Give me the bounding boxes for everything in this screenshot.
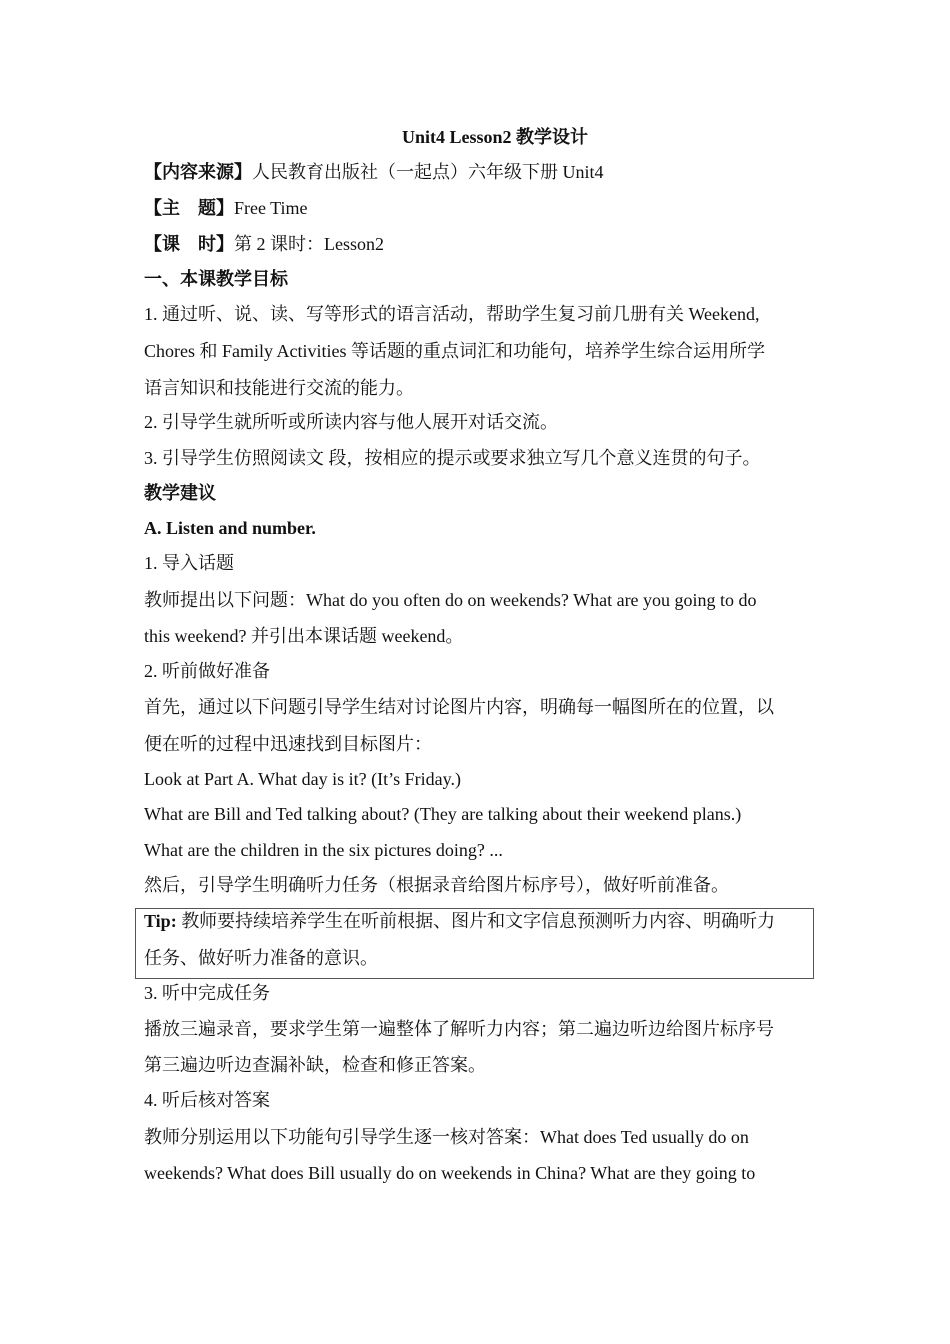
paragraph-line: 播放三遍录音，要求学生第一遍整体了解听力内容；第二遍边听边给图片标序号 (144, 1019, 774, 1039)
topic-value: Free Time (234, 198, 308, 218)
objective-line: 1. 通过听、说、读、写等形式的语言活动，帮助学生复习前几册有关 Weekend, (144, 304, 760, 324)
tip-line (144, 910, 775, 932)
paragraph-line: 教师分别运用以下功能句引导学生逐一核对答案：What does Ted usually do on (144, 1127, 749, 1147)
paragraph-line: Look at Part A. What day is it? (It’s Friday.) (144, 769, 461, 789)
tip-text: 教师要持续培养学生在听前根据、图片和文字信息预测听力内容、明确听力 (176, 911, 776, 931)
objective-line: Chores 和 Family Activities 等话题的重点词汇和功能句，培养学生综合运用所学 (144, 341, 765, 361)
tip-line: 任务、做好听力准备的意识。 (144, 948, 378, 968)
paragraph-line: What are Bill and Ted talking about? (They are talking about their weekend plans.) (144, 804, 742, 824)
paragraph-line: 便在听的过程中迅速找到目标图片： (144, 734, 432, 754)
topic-label: 【主 题】 (144, 198, 234, 218)
paragraph-line: 首先，通过以下问题引导学生结对讨论图片内容，明确每一幅图所在的位置，以 (144, 697, 774, 717)
period-line (144, 233, 384, 255)
source-line (144, 161, 604, 183)
source-label: 【内容来源】 (144, 162, 252, 182)
source-value: 人民教育出版社（一起点）六年级下册 Unit4 (252, 162, 604, 182)
objective-line: 3. 引导学生仿照阅读文 段，按相应的提示或要求独立写几个意义连贯的句子。 (144, 448, 761, 468)
period-value: 第 2 课时：Lesson2 (234, 234, 384, 254)
suggestions-heading: 教学建议 (144, 483, 216, 503)
paragraph-line: weekends? What does Bill usually do on weekends in China? What are they going to (144, 1163, 756, 1183)
paragraph-line: this weekend? 并引出本课话题 weekend。 (144, 626, 464, 646)
topic-line (144, 197, 308, 219)
document-title: Unit4 Lesson2 教学设计 (401, 127, 589, 147)
step2-heading: 2. 听前做好准备 (144, 661, 270, 681)
step4-heading: 4. 听后核对答案 (144, 1090, 270, 1110)
step3-heading: 3. 听中完成任务 (144, 983, 270, 1003)
paragraph-line: What are the children in the six pictures doing? ... (144, 840, 503, 860)
part-a-heading: A. Listen and number. (144, 518, 316, 538)
paragraph-line: 教师提出以下问题：What do you often do on weekends? What are you going to do (144, 590, 757, 610)
objective-line: 2. 引导学生就所听或所读内容与他人展开对话交流。 (144, 412, 558, 432)
objective-line: 语言知识和技能进行交流的能力。 (144, 378, 414, 398)
tip-label: Tip: (144, 911, 177, 931)
period-label: 【课 时】 (144, 234, 234, 254)
paragraph-line: 然后，引导学生明确听力任务（根据录音给图片标序号），做好听前准备。 (144, 875, 729, 895)
step1-heading: 1. 导入话题 (144, 553, 234, 573)
paragraph-line: 第三遍边听边查漏补缺，检查和修正答案。 (144, 1055, 486, 1075)
section1-heading: 一、本课教学目标 (144, 269, 288, 289)
